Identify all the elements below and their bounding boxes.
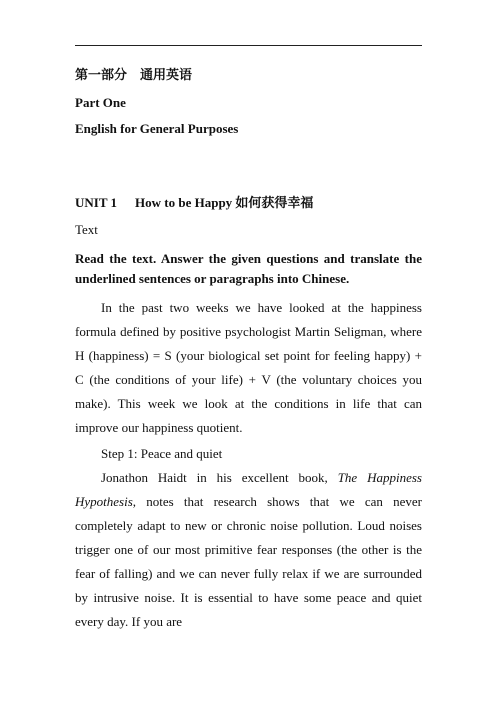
header-rule: [75, 45, 422, 46]
paragraph-peace-quiet-intro: Jonathon Haidt in his excellent book,: [101, 470, 338, 485]
unit-title: How to be Happy 如何获得幸福: [135, 195, 314, 210]
paragraph-formula: In the past two weeks we have looked at the happiness formula defined by positive psychologist Martin Seligman, where H (happiness) = S (your biological set point for feeling happy) + C (the conditions of your life) + V (the voluntary choices you make). This week we look at the conditions in life that can improve our happiness quotient.: [75, 300, 422, 435]
book-title: The Happiness Hypothesis: [75, 470, 422, 509]
unit-heading: [75, 195, 313, 211]
paragraph-peace-quiet: [75, 466, 422, 634]
section-heading-chinese: 第一部分 通用英语: [75, 67, 193, 82]
part-subtitle: English for General Purposes: [75, 121, 239, 136]
paragraph-peace-quiet-body: , notes that research shows that we can never completely adapt to new or chronic noise pollution. Loud noises trigger one of our most primitive fear responses (the other is the fear of falling) and we can never fully relax if we are surrounded by intrusive noise. It is essential to have some peace and quiet every day. If you are: [75, 494, 422, 629]
step-1-heading: Step 1: Peace and quiet: [101, 446, 223, 461]
instructions: Read the text. Answer the given questions and translate the underlined sentences or paragraphs into Chinese.: [75, 251, 422, 286]
text-label: Text: [75, 222, 98, 237]
unit-number: UNIT 1: [75, 195, 118, 210]
part-title: Part One: [75, 95, 126, 110]
